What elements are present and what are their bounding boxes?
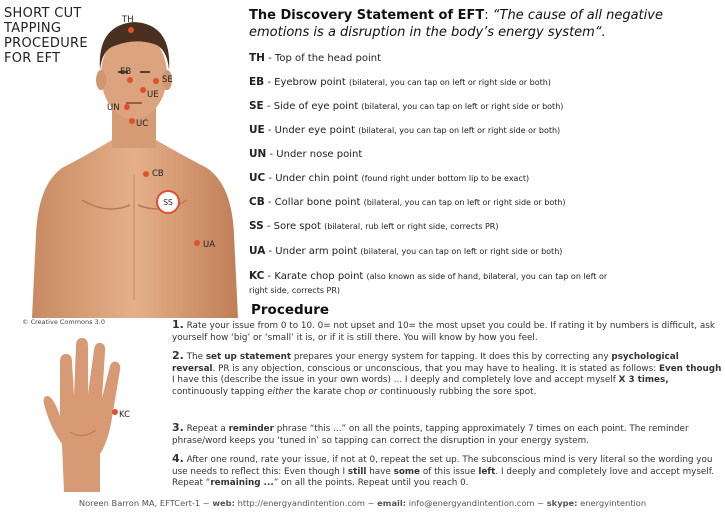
- footer-web-label: web:: [212, 498, 235, 508]
- list-item: [249, 52, 381, 65]
- list-item: [249, 172, 529, 185]
- footer-author: Noreen Barron MA, EFTCert-1 ~: [78, 498, 213, 508]
- footer-skype-label: skype:: [546, 498, 578, 508]
- sore-spot-marker: [156, 190, 180, 214]
- discovery-sep: :: [484, 8, 493, 23]
- step-emphasis: still: [347, 466, 367, 477]
- discovery-statement: [249, 7, 719, 41]
- step-emphasis: or: [368, 386, 378, 397]
- point-detail: (found right under bottom lip to be exact): [361, 174, 530, 183]
- point-uc-dot: [129, 118, 135, 124]
- point-name: - Sore spot: [263, 221, 325, 232]
- step-text: . PR is any objection, conscious or unconscious, that you may have to healing. It is stated as follows:: [212, 363, 659, 374]
- title-line: SHORT CUT: [4, 6, 82, 21]
- point-eb-dot: [127, 77, 133, 83]
- point-ua-dot: [194, 240, 200, 246]
- footer-skype-id: energyintention: [577, 498, 647, 508]
- procedure-step-1: [172, 319, 722, 344]
- title-line: FOR EFT: [4, 51, 61, 66]
- point-code: SE: [249, 100, 264, 112]
- point-code: CB: [249, 196, 265, 208]
- procedure-heading: Procedure: [251, 302, 330, 318]
- point-name: - Side of eye point: [263, 101, 362, 112]
- step-emphasis: X 3 times,: [618, 375, 669, 385]
- step-emphasis: set up statement: [205, 352, 292, 362]
- point-name: - Karate chop point: [264, 271, 367, 282]
- step-text: continuously tapping: [172, 386, 268, 397]
- list-item: [249, 245, 562, 258]
- point-name: - Eyebrow point: [264, 77, 349, 88]
- discovery-label: The Discovery Statement of EFT: [249, 8, 485, 23]
- point-detail: (bilateral, rub left or right side, corrects PR): [324, 222, 499, 231]
- step-text: the karate chop: [293, 386, 369, 397]
- step-number: 1.: [172, 318, 184, 331]
- step-emphasis: remaining ...: [210, 478, 274, 488]
- point-name: - Top of the head point: [264, 53, 382, 64]
- point-kc-dot: [112, 409, 118, 415]
- step-emphasis: some: [393, 466, 421, 477]
- step-text: ” on all the points. Repeat until you reach 0.: [273, 478, 469, 488]
- procedure-step-4: [172, 453, 722, 490]
- point-code: EB: [249, 76, 265, 88]
- step-text: The: [183, 352, 206, 362]
- list-item: [249, 196, 566, 209]
- point-cb-dot: [143, 171, 149, 177]
- step-emphasis: either: [267, 386, 294, 397]
- point-name: - Under chin point: [265, 173, 362, 184]
- procedure-step-3: [172, 422, 722, 447]
- step-number: 2.: [172, 349, 184, 362]
- discovery-quote: “The cause of all negative emotions is a disruption in the body’s energy system“.: [249, 8, 663, 40]
- label-ua: UA: [203, 240, 216, 250]
- point-detail: (bilateral, you can tap on left or right side or both): [360, 247, 563, 256]
- point-code: UC: [249, 172, 266, 184]
- label-ss: SS: [163, 197, 173, 207]
- step-emphasis: reminder: [228, 424, 274, 434]
- point-detail: (bilateral, you can tap on left or right side or both): [363, 198, 566, 207]
- point-detail: (also known as side of hand, bilateral, you can tap on left or: [366, 272, 608, 281]
- footer-email-label: email:: [377, 498, 407, 508]
- procedure-step-2: [172, 350, 722, 398]
- step-text: prepares your energy system for tapping. It does this by correcting any: [291, 352, 612, 362]
- step-emphasis: psychological reversal: [172, 352, 679, 374]
- title-line: PROCEDURE: [4, 36, 88, 51]
- label-eb: EB: [120, 67, 132, 77]
- step-text: Rate your issue from 0 to 10. 0= not upset and 10= the most upset you could be. If rating it by numbers is difficult, ask yourself how ‘big’ or ‘small’ it is, or if it is still there. You will know by how you feel.: [172, 321, 715, 343]
- title-line: TAPPING: [4, 21, 62, 36]
- step-text: continuously rubbing the sore spot.: [377, 386, 537, 397]
- point-name: - Under arm point: [265, 246, 361, 257]
- step-number: 3.: [172, 421, 184, 434]
- step-text: . I deeply and completely love and accept myself. Repeat “: [172, 466, 715, 488]
- label-th: TH: [122, 15, 134, 25]
- step-text: I have this (describe the issue in your own words) ... I deeply and completely love and accept myself: [172, 375, 619, 385]
- point-th-dot: [128, 27, 134, 33]
- footer: [0, 498, 725, 508]
- point-se-dot: [153, 78, 159, 84]
- point-ue-dot: [140, 87, 146, 93]
- torso-figure: [22, 0, 244, 318]
- label-cb: CB: [152, 169, 164, 179]
- list-item: [249, 124, 560, 137]
- point-name: - Under eye point: [264, 125, 359, 136]
- point-code: SS: [249, 220, 264, 232]
- list-item: [249, 270, 607, 283]
- footer-web-link[interactable]: http://energyandintention.com ~: [234, 498, 378, 508]
- list-item: [249, 148, 362, 161]
- point-code: KC: [249, 270, 265, 282]
- point-code: UN: [249, 148, 267, 160]
- label-ue: UE: [147, 90, 159, 100]
- step-text: phrase “this ...” on all the points, tapping approximately 7 times on each point. The reminder phrase/word keeps you ‘tuned in’ so tapping can correct the disruption in your energy system.: [172, 424, 689, 446]
- step-emphasis: Even though: [658, 363, 722, 374]
- point-detail: right side, corrects PR): [249, 286, 341, 295]
- step-text: have: [366, 466, 394, 477]
- list-item-continued: [249, 284, 340, 297]
- list-item: [249, 76, 551, 89]
- step-text: of this issue: [420, 466, 479, 477]
- label-un: UN: [107, 103, 120, 113]
- list-item: [249, 220, 498, 233]
- point-code: UE: [249, 124, 265, 136]
- copyright-notice: © Creative Commons 3.0: [22, 318, 105, 326]
- label-kc: KC: [119, 410, 131, 420]
- label-uc: UC: [136, 119, 149, 129]
- label-se: SE: [162, 75, 173, 85]
- point-detail: (bilateral, you can tap on left or right side or both): [358, 126, 561, 135]
- step-text: Repeat a: [183, 424, 229, 434]
- point-un-dot: [124, 104, 130, 110]
- point-detail: (bilateral, you can tap on left or right side or both): [348, 78, 551, 87]
- step-text: After one round, rate your issue, if not at 0, repeat the set up. The subconscious mind is very literal so the wording you use needs to reflect this: Even though I: [172, 455, 713, 477]
- point-code: TH: [249, 52, 265, 64]
- point-code: UA: [249, 245, 266, 257]
- step-number: 4.: [172, 452, 184, 465]
- point-name: - Under nose point: [266, 149, 363, 160]
- step-emphasis: left: [478, 466, 496, 477]
- point-name: - Collar bone point: [264, 197, 364, 208]
- point-detail: (bilateral, you can tap on left or right side or both): [361, 102, 564, 111]
- list-item: [249, 100, 563, 113]
- footer-email-link[interactable]: info@energyandintention.com ~: [406, 498, 547, 508]
